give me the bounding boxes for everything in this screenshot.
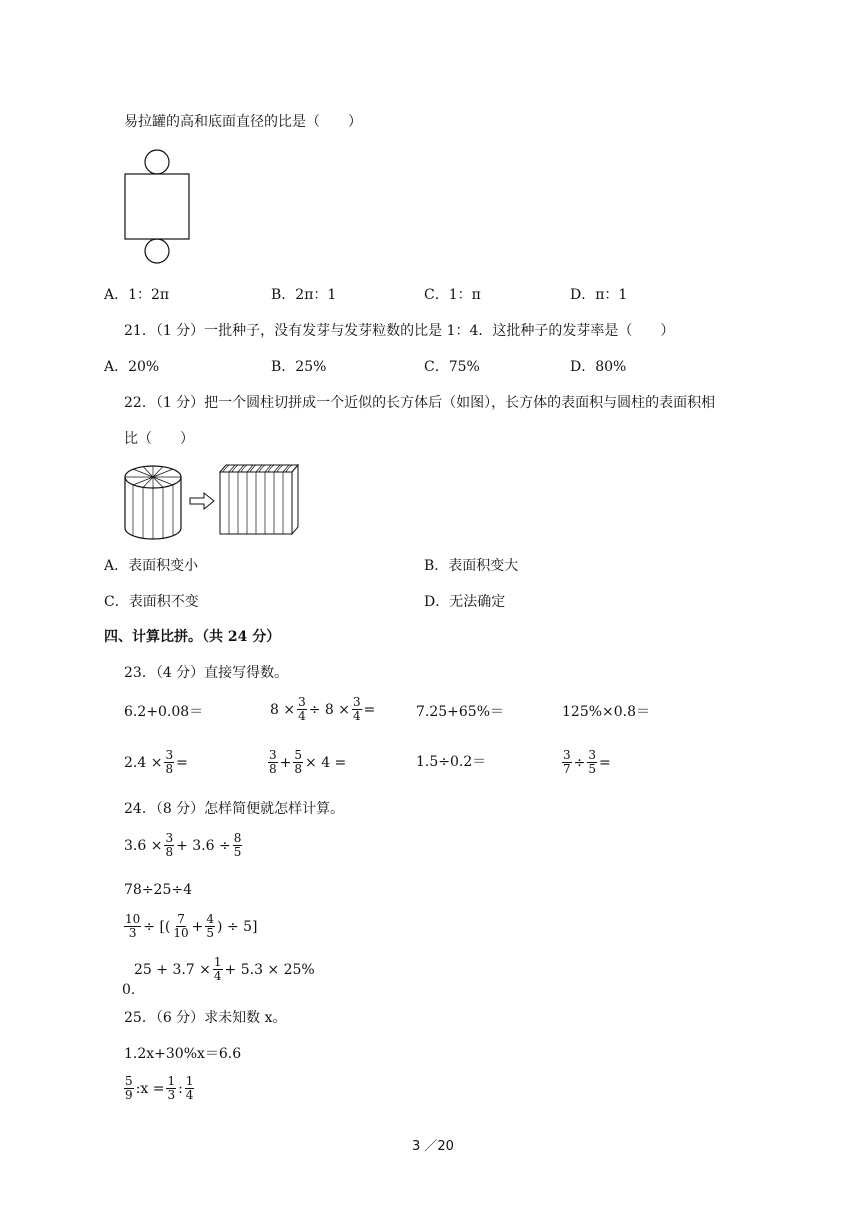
q23-expr-h: $\frac{3}{7}$ ÷ $\frac{3}{5}$ = <box>563 748 611 777</box>
q21-option-b[interactable]: B．25% <box>271 359 327 375</box>
q23-expr-e: 2.4 × $\frac{3}{8}$ = <box>124 748 188 777</box>
q20-option-c[interactable]: C．1：π <box>424 287 481 303</box>
q25-expr-a: 1.2x+30%x＝6.6 <box>124 1046 242 1062</box>
q23-expr-c: 7.25+65%＝ <box>416 704 505 720</box>
q23-expr-d: 125%×0.8＝ <box>562 704 651 720</box>
q23-expr-f: $\frac{3}{8}$ + $\frac{5}{8}$ × 4 = <box>269 748 347 777</box>
q23-expr-g: 1.5÷0.2＝ <box>416 754 487 770</box>
q22-option-c[interactable]: C．表面积不变 <box>104 594 199 610</box>
q22-option-b[interactable]: B．表面积变大 <box>424 558 519 574</box>
q20-option-b[interactable]: B．2π：1 <box>271 287 337 303</box>
q23-stem: 23．（4 分）直接写得数。 <box>124 665 289 681</box>
q23-expr-a: 6.2+0.08＝ <box>124 704 204 720</box>
q22-option-a[interactable]: A．表面积变小 <box>104 558 199 574</box>
q24-expr-d-prefix: 0. <box>122 982 136 998</box>
q22-option-d[interactable]: D．无法确定 <box>424 594 506 610</box>
q22-stem-line2: 比（ ） <box>124 431 194 447</box>
q21-stem: 21．（1 分）一批种子，没有发芽与发芽粒数的比是 1：4．这批种子的发芽率是（ ） <box>124 323 675 339</box>
q20-cylinder-net-figure <box>120 148 200 268</box>
q20-option-d[interactable]: D．π：1 <box>570 287 628 303</box>
section-title: 四、计算比拼。（共 24 分） <box>104 629 281 645</box>
q24-expr-c: $\frac{10}{3}$ ÷ [( $\frac{7}{10}$ + $\frac{4}{5}$ ) ÷ 5] <box>125 912 258 941</box>
q25-expr-b: $\frac{5}{9}$ :x = $\frac{1}{3}$ : $\frac{1}{4}$ <box>125 1074 194 1103</box>
q21-option-a[interactable]: A．20% <box>104 359 160 375</box>
q21-option-d[interactable]: D．80% <box>570 359 627 375</box>
q24-expr-b: 78÷25÷4 <box>124 882 192 898</box>
q21-option-c[interactable]: C．75% <box>424 359 480 375</box>
q22-cylinder-to-cuboid-figure <box>120 460 320 542</box>
page-number: 3 ／20 <box>412 1139 454 1154</box>
q24-expr-d: 25 + 3.7 × $\frac{1}{4}$ + 5.3 × 25% <box>134 955 315 984</box>
q25-stem: 25．（6 分）求未知数 x。 <box>124 1010 287 1026</box>
q20-stem: 易拉罐的高和底面直径的比是（ ） <box>124 114 362 130</box>
q22-stem-line1: 22．（1 分）把一个圆柱切拼成一个近似的长方体后（如图），长方体的表面积与圆柱的表面积相 <box>124 395 716 411</box>
q20-option-a[interactable]: A．1：2π <box>104 287 170 303</box>
q24-stem: 24．（8 分）怎样简便就怎样计算。 <box>124 801 345 817</box>
q24-expr-a: 3.6 × $\frac{3}{8}$ + 3.6 ÷ $\frac{8}{5}$ <box>124 831 242 860</box>
q23-expr-b: 8 × $\frac{3}{4}$ ÷ 8 × $\frac{3}{4}$ = <box>270 695 376 724</box>
